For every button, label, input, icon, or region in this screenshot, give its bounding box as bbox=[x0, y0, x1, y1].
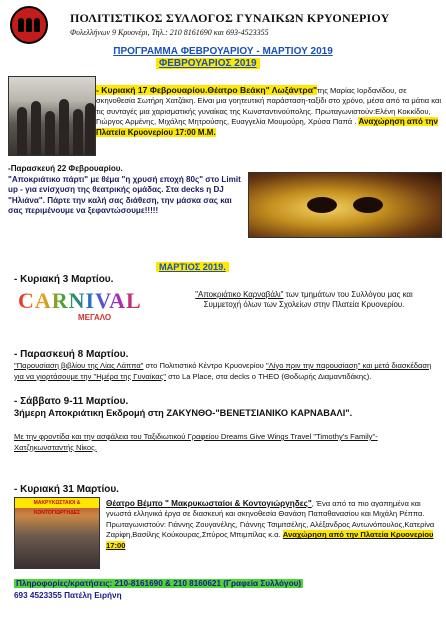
event-feb22-date: -Παρασκευή 22 Φεβρουαρίου. bbox=[8, 164, 123, 173]
play-poster-image bbox=[14, 497, 100, 569]
carnival-logo-word: CARNIVAL bbox=[18, 288, 142, 313]
event-mar3-date: - Κυριακή 3 Μαρτίου. bbox=[14, 274, 114, 285]
event-mar8-date: - Παρασκευή 8 Μαρτίου. bbox=[14, 349, 129, 360]
event-feb22 bbox=[8, 164, 246, 217]
month-heading-february: ΦΕΒΡΟΥΑΡΙΟΣ 2019 bbox=[156, 58, 260, 69]
carnival-logo bbox=[18, 288, 170, 330]
event-mar9-heading: 3ήμερη Αποκριάτικη Εκδρομή στη ΖΑΚΥΝΘΟ-"ΒΕΝΕΤΣΙΑΝΙΚΟ ΚΑΡΝΑΒΑΛΙ". bbox=[14, 408, 353, 418]
theatre-photo bbox=[8, 76, 96, 156]
event-feb22-body: "Αποκριάτικο πάρτι" με θέμα "η χρυσή εποχή 80ς" στο Limit up - για ενίσχυση της θεατρικής ομάδας. Στα decks η DJ "Ηλιάνα". Πάρτε την καλή σας διάθεση, την μάσκα σας και σας περιμένουμε να ξεφαντώσουμε!!!!! bbox=[8, 174, 241, 215]
event-mar31-departure: Αναχώρηση από την Πλατεία Κρυονερίου 17:00 bbox=[106, 530, 434, 550]
program-title: ΠΡΟΓΡΑΜΜΑ ΦΕΒΡΟΥΑΡΙΟΥ - ΜΑΡΤΙΟΥ 2019 bbox=[113, 46, 333, 57]
event-mar9-body: Με την φροντίδα και την ασφάλεια του Ταξιδιωτικού Γραφείου Dreams Give Wings Travel "Timothy's Family"-Χατζηκωνσταντής Νίκος. bbox=[14, 432, 378, 452]
event-mar31-date: - Κυριακή 31 Μαρτίου. bbox=[14, 484, 119, 495]
carnival-logo-sub: ΜΕΓΑΛΟ bbox=[78, 313, 112, 322]
contact-phone: 693 4523355 Πατέλη Ειρήνη bbox=[14, 591, 122, 600]
month-heading-march: ΜΑΡΤΙΟΣ 2019. bbox=[156, 262, 229, 272]
play-poster-band: ΜΑΚΡΥΚΩΣΤΑΙΟΙ & ΚΟΝΤΟΓΙΩΡΓΗΔΕΣ bbox=[15, 498, 99, 508]
event-mar8-body: "Παρουσίαση βιβλίου της Λίας Λάππα" στο Πολιτιστικό Κέντρο Κρυονερίου "Λίγο πριν την παρουσίαση" και μετά διασκέδαση για να γιορτάσουμε την "Ημέρα της Γυναίκας" στο La Place, στα decks ο THEO (Θοδωρής Διαμαντιδάκης). bbox=[14, 361, 432, 381]
event-feb17-departure: Αναχώρηση από την Πλατεία Κρυονερίου 17:00 Μ.Μ. bbox=[96, 117, 438, 137]
organization-logo bbox=[10, 6, 48, 44]
event-mar3-body: "Αποκριάτικο Καρναβάλι" των τμημάτων του Συλλόγου μας και Συμμετοχή όλων των Σχολείων στην Πλατεία Κρυονερίου. bbox=[195, 290, 413, 310]
event-mar9-date: - Σάββατο 9-11 Μαρτίου. bbox=[14, 396, 129, 407]
organization-name: ΠΟΛΙΤΙΣΤΙΚΟΣ ΣΥΛΛΟΓΟΣ ΓΥΝΑΙΚΩΝ ΚΡΥΟΝΕΡΙΟΥ bbox=[70, 11, 390, 25]
event-mar31-body: Θέατρο Βέμπο " Μακρυκωσταίοι & Κοντογιώργηδες", Ένα από τα πιο αγαπημένα και γνωστά ελληνικά έργα σε διασκευή και σκηνοθεσία Θανάση Παπαθανασίου και Μιχάλη Ρέππα. Πρωταγωνιστούν: Γιάννης Ζουγανέλης, Γιάννης Τσιμιτσέλης, Αλέξανδρος Αντωνόπουλος,Κατερίνα Ζαρίφη,Βασίλης Κούκουρας,Σπύρος Μπιμπίλας κ.α. Αναχώρηση από την Πλατεία Κρυονερίου 17:00 bbox=[106, 499, 435, 550]
carnival-mask-image bbox=[248, 172, 442, 238]
contact-info: Πληροφορίες/κρατήσεις: 210-8161690 & 210 8160621 (Γραφεία Συλλόγου) bbox=[16, 579, 302, 588]
organization-address: Φυλελλήνων 9 Κρυονέρι, Τηλ.: 210 8161690 και 693-4523355 bbox=[70, 28, 269, 37]
event-feb17-heading: - Κυριακή 17 Φεβρουαρίου.Θέατρο Βεάκη" Λωξάντρα" bbox=[96, 85, 318, 95]
event-feb17-body: της Μαρίας Ιορδανίδου, σε σκηνοθεσία Σωτήρη Χατζάκη. Είναι μια γοητευτική παράσταση-ταξίδι στο χρόνο, μέσα από τα μάτια και τις συνταγές μια χαρισματικής γυναίκας της Κωνσταντινούπολης. Πρωταγωνιστούν:Ελένη Κοκκίδου, Γιώργος Αρμένης, Μιχάλης Μητρούσης, Ευαγγελία Μουμούρη, Χρύσα Παπά . bbox=[96, 86, 442, 127]
event-feb17 bbox=[96, 85, 442, 138]
